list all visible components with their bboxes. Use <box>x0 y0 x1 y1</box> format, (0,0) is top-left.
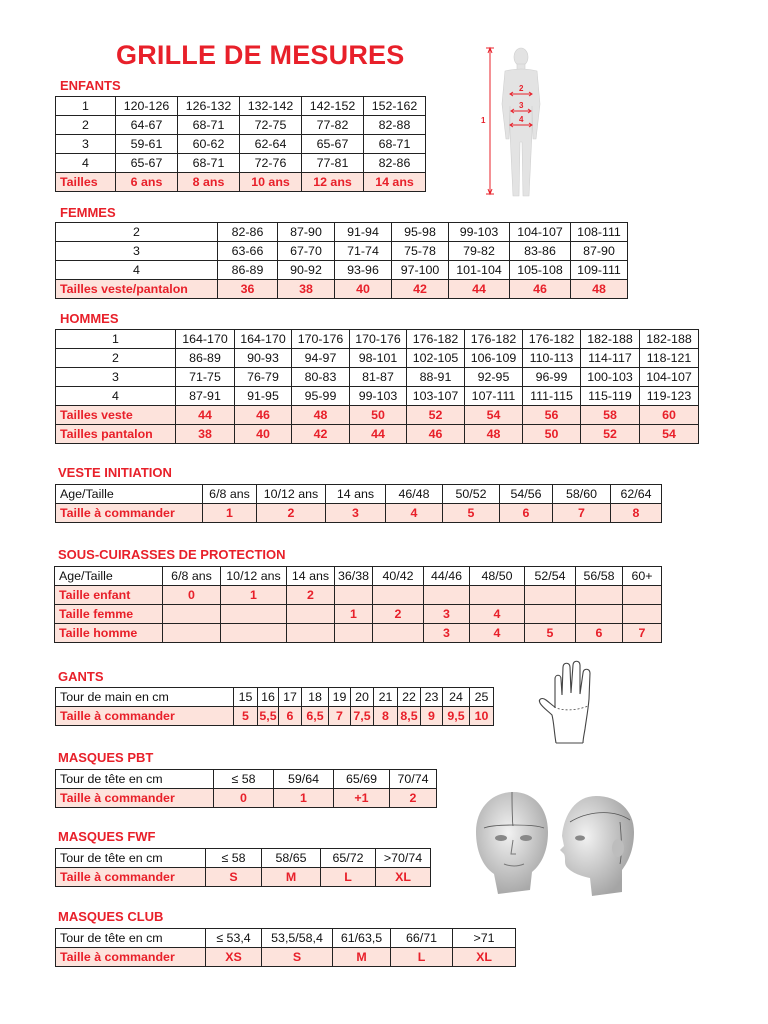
size-row <box>56 406 699 425</box>
table-cell: ≤ 58 <box>214 770 274 789</box>
head-side-illustration <box>556 792 644 900</box>
table-cell: 65/72 <box>321 849 376 868</box>
table-cell: L <box>391 948 453 967</box>
table-cell: 58/60 <box>553 485 611 504</box>
table-cell: 176-182 <box>407 330 465 349</box>
table-cell: 9 <box>421 707 443 726</box>
size-row <box>55 624 662 643</box>
measurement-row <box>56 485 662 504</box>
table-cell: 54 <box>465 406 523 425</box>
table-cell: 97-100 <box>392 261 449 280</box>
table-cell: 72-75 <box>240 116 302 135</box>
table-cell: 10/12 ans <box>257 485 326 504</box>
table-cell: 77-82 <box>302 116 364 135</box>
table-cell: 98-101 <box>350 349 407 368</box>
table-cell: +1 <box>334 789 390 808</box>
table-cell: XL <box>376 868 431 887</box>
size-row <box>55 605 662 624</box>
table-cell: 65/69 <box>334 770 390 789</box>
table-cell: 52 <box>581 425 640 444</box>
table-cell: 42 <box>392 280 449 299</box>
row-label: Tour de tête en cm <box>56 849 206 868</box>
masques-fwf-table <box>55 848 431 887</box>
table-cell: 1 <box>203 504 257 523</box>
table-cell: 14 ans <box>326 485 386 504</box>
table-cell: 46 <box>510 280 571 299</box>
table-cell: 42 <box>292 425 350 444</box>
table-cell <box>221 605 287 624</box>
table-cell: 44 <box>449 280 510 299</box>
masques-club-table <box>55 928 516 967</box>
table-cell: 7,5 <box>351 707 374 726</box>
row-label: Age/Taille <box>56 485 203 504</box>
table-cell: 52/54 <box>525 567 576 586</box>
section-heading-masques-club: MASQUES CLUB <box>58 909 164 924</box>
table-cell: 7 <box>553 504 611 523</box>
section-heading-enfants: ENFANTS <box>60 78 121 93</box>
measurement-row <box>56 261 628 280</box>
table-cell: 19 <box>329 688 351 707</box>
hand-illustration <box>536 657 612 747</box>
table-cell: M <box>333 948 391 967</box>
row-label: Taille à commander <box>56 948 206 967</box>
table-cell: ≤ 53,4 <box>206 929 262 948</box>
table-cell: 176-182 <box>523 330 581 349</box>
table-cell: XL <box>453 948 516 967</box>
table-cell: 46 <box>235 406 292 425</box>
table-cell: 62/64 <box>611 485 662 504</box>
hommes-size-table <box>55 329 699 444</box>
table-cell: ≤ 58 <box>206 849 262 868</box>
table-cell: 96-99 <box>523 368 581 387</box>
table-cell: 65-67 <box>116 154 178 173</box>
table-cell: 114-117 <box>581 349 640 368</box>
table-cell: 60-62 <box>178 135 240 154</box>
table-cell: 110-113 <box>523 349 581 368</box>
table-cell: 2 <box>257 504 326 523</box>
size-row <box>56 948 516 967</box>
table-cell: 82-86 <box>364 154 426 173</box>
table-cell <box>525 586 576 605</box>
table-cell: 132-142 <box>240 97 302 116</box>
measurement-row <box>56 368 699 387</box>
row-label: Tailles veste/pantalon <box>56 280 218 299</box>
table-cell: 87-90 <box>278 223 335 242</box>
table-cell <box>576 586 623 605</box>
table-cell: 0 <box>214 789 274 808</box>
table-cell: 90-93 <box>235 349 292 368</box>
table-cell: 56/58 <box>576 567 623 586</box>
table-cell: 75-78 <box>392 242 449 261</box>
table-cell: 53,5/58,4 <box>262 929 333 948</box>
table-cell <box>335 624 373 643</box>
table-cell: 22 <box>398 688 421 707</box>
row-label: Tour de main en cm <box>56 688 234 707</box>
row-label: Taille à commander <box>56 707 234 726</box>
table-cell: 23 <box>421 688 443 707</box>
measurement-row <box>56 330 699 349</box>
table-cell <box>221 624 287 643</box>
measurement-row <box>55 567 662 586</box>
table-cell: 92-95 <box>465 368 523 387</box>
table-cell: 1 <box>221 586 287 605</box>
table-cell: 87-90 <box>571 242 628 261</box>
table-cell: 48 <box>292 406 350 425</box>
table-cell: 164-170 <box>235 330 292 349</box>
table-cell: 2 <box>373 605 424 624</box>
measurement-row <box>56 770 437 789</box>
table-cell <box>335 586 373 605</box>
table-cell: 58 <box>581 406 640 425</box>
section-heading-masques-fwf: MASQUES FWF <box>58 829 156 844</box>
table-cell: 4 <box>470 624 525 643</box>
table-cell: 40 <box>335 280 392 299</box>
table-cell <box>373 624 424 643</box>
table-cell: 12 ans <box>302 173 364 192</box>
table-cell: 3 <box>424 605 470 624</box>
body-measurement-figure <box>478 44 558 200</box>
table-cell: 54 <box>640 425 699 444</box>
measurement-row <box>56 154 426 173</box>
measurement-row <box>56 116 426 135</box>
femmes-size-table <box>55 222 628 299</box>
table-cell: 48 <box>465 425 523 444</box>
table-cell: 170-176 <box>292 330 350 349</box>
row-label: 3 <box>56 135 116 154</box>
table-cell: 64-67 <box>116 116 178 135</box>
table-cell: 1 <box>335 605 373 624</box>
table-cell <box>470 586 525 605</box>
table-cell: 6 ans <box>116 173 178 192</box>
table-cell: 6,5 <box>302 707 329 726</box>
table-cell: 25 <box>470 688 494 707</box>
table-cell: 5 <box>525 624 576 643</box>
table-cell: 54/56 <box>500 485 553 504</box>
table-cell: 152-162 <box>364 97 426 116</box>
table-cell: 182-188 <box>640 330 699 349</box>
table-cell: 7 <box>329 707 351 726</box>
table-cell: 5 <box>443 504 500 523</box>
table-cell: 94-97 <box>292 349 350 368</box>
table-cell: 90-92 <box>278 261 335 280</box>
table-cell: 120-126 <box>116 97 178 116</box>
measurement-row <box>56 135 426 154</box>
table-cell: 142-152 <box>302 97 364 116</box>
row-label: Taille homme <box>55 624 163 643</box>
table-cell: >71 <box>453 929 516 948</box>
table-cell: 81-87 <box>350 368 407 387</box>
table-cell: 71-75 <box>176 368 235 387</box>
size-row <box>56 707 494 726</box>
size-row <box>56 173 426 192</box>
table-cell: 50 <box>350 406 407 425</box>
figure-label-4: 4 <box>519 115 524 124</box>
table-cell <box>623 586 662 605</box>
row-label: Tour de tête en cm <box>56 929 206 948</box>
row-label: 2 <box>56 349 176 368</box>
table-cell: 68-71 <box>364 135 426 154</box>
table-cell <box>576 605 623 624</box>
table-cell: 62-64 <box>240 135 302 154</box>
row-label: Tailles pantalon <box>56 425 176 444</box>
table-cell: 9,5 <box>443 707 470 726</box>
size-row <box>56 789 437 808</box>
size-row <box>56 504 662 523</box>
table-cell: 6 <box>279 707 302 726</box>
table-cell: 59/64 <box>274 770 334 789</box>
table-cell: 50 <box>523 425 581 444</box>
table-cell: 70/74 <box>390 770 437 789</box>
table-cell: 86-89 <box>176 349 235 368</box>
table-cell: 106-109 <box>465 349 523 368</box>
table-cell: 104-107 <box>510 223 571 242</box>
row-label: 1 <box>56 330 176 349</box>
sous-cuirasses-table <box>54 566 662 643</box>
table-cell: 65-67 <box>302 135 364 154</box>
table-cell: 7 <box>623 624 662 643</box>
table-cell: 82-88 <box>364 116 426 135</box>
table-cell: 111-115 <box>523 387 581 406</box>
table-cell: 10/12 ans <box>221 567 287 586</box>
table-cell: 60 <box>640 406 699 425</box>
row-label: Tailles veste <box>56 406 176 425</box>
measurement-row <box>56 387 699 406</box>
table-cell: 18 <box>302 688 329 707</box>
table-cell: 176-182 <box>465 330 523 349</box>
table-cell: 109-111 <box>571 261 628 280</box>
table-cell: 20 <box>351 688 374 707</box>
row-label: Taille femme <box>55 605 163 624</box>
table-cell: 36 <box>218 280 278 299</box>
table-cell: 14 ans <box>287 567 335 586</box>
table-cell: 16 <box>258 688 279 707</box>
table-cell: 59-61 <box>116 135 178 154</box>
table-cell: L <box>321 868 376 887</box>
row-label: Tour de tête en cm <box>56 770 214 789</box>
table-cell: 8 ans <box>178 173 240 192</box>
table-cell: 119-123 <box>640 387 699 406</box>
table-cell: 56 <box>523 406 581 425</box>
table-cell: 0 <box>163 586 221 605</box>
table-cell: 99-103 <box>350 387 407 406</box>
table-cell: 170-176 <box>350 330 407 349</box>
table-cell <box>287 605 335 624</box>
table-cell: 71-74 <box>335 242 392 261</box>
section-heading-hommes: HOMMES <box>60 311 119 326</box>
section-heading-sous-cuirasses: SOUS-CUIRASSES DE PROTECTION <box>58 547 286 562</box>
table-cell: 79-82 <box>449 242 510 261</box>
table-cell: 46/48 <box>386 485 443 504</box>
table-cell: 48/50 <box>470 567 525 586</box>
table-cell <box>287 624 335 643</box>
table-cell: 3 <box>424 624 470 643</box>
table-cell: XS <box>206 948 262 967</box>
table-cell: 103-107 <box>407 387 465 406</box>
masques-pbt-table <box>55 769 437 808</box>
row-label: 4 <box>56 261 218 280</box>
measurement-row <box>56 688 494 707</box>
table-cell: 100-103 <box>581 368 640 387</box>
table-cell: >70/74 <box>376 849 431 868</box>
table-cell <box>163 624 221 643</box>
section-heading-masques-pbt: MASQUES PBT <box>58 750 154 765</box>
veste-initiation-table <box>55 484 662 523</box>
row-label: 2 <box>56 116 116 135</box>
section-heading-femmes: FEMMES <box>60 205 116 220</box>
table-cell: 3 <box>326 504 386 523</box>
table-cell: 38 <box>176 425 235 444</box>
table-cell: 77-81 <box>302 154 364 173</box>
table-cell: 58/65 <box>262 849 321 868</box>
table-cell: 14 ans <box>364 173 426 192</box>
table-cell: 6/8 ans <box>163 567 221 586</box>
enfants-size-table <box>55 96 426 192</box>
table-cell: 87-91 <box>176 387 235 406</box>
figure-label-2: 2 <box>519 84 524 93</box>
table-cell: 1 <box>274 789 334 808</box>
table-cell: 102-105 <box>407 349 465 368</box>
table-cell <box>623 605 662 624</box>
row-label: 3 <box>56 242 218 261</box>
gants-table <box>55 687 494 726</box>
table-cell: 17 <box>279 688 302 707</box>
table-cell: 86-89 <box>218 261 278 280</box>
table-cell: 115-119 <box>581 387 640 406</box>
row-label: 2 <box>56 223 218 242</box>
row-label: Age/Taille <box>55 567 163 586</box>
table-cell: 52 <box>407 406 465 425</box>
measurement-row <box>56 349 699 368</box>
table-cell: 182-188 <box>581 330 640 349</box>
table-cell: 50/52 <box>443 485 500 504</box>
size-row <box>56 425 699 444</box>
size-row <box>56 868 431 887</box>
table-cell: 6/8 ans <box>203 485 257 504</box>
row-label: Tailles <box>56 173 116 192</box>
table-cell: 99-103 <box>449 223 510 242</box>
table-cell: 126-132 <box>178 97 240 116</box>
table-cell: M <box>262 868 321 887</box>
measurement-row <box>56 929 516 948</box>
table-cell: 104-107 <box>640 368 699 387</box>
table-cell: 68-71 <box>178 116 240 135</box>
table-cell: 93-96 <box>335 261 392 280</box>
measurement-row <box>56 223 628 242</box>
table-cell: 2 <box>287 586 335 605</box>
measurement-row <box>56 97 426 116</box>
table-cell <box>424 586 470 605</box>
table-cell: 21 <box>374 688 398 707</box>
table-cell: 44/46 <box>424 567 470 586</box>
table-cell: 10 <box>470 707 494 726</box>
table-cell: 8 <box>374 707 398 726</box>
table-cell <box>163 605 221 624</box>
table-cell: 101-104 <box>449 261 510 280</box>
table-cell: 91-94 <box>335 223 392 242</box>
page-title: GRILLE DE MESURES <box>116 40 405 70</box>
table-cell: 108-111 <box>571 223 628 242</box>
table-cell: 105-108 <box>510 261 571 280</box>
table-cell: 95-99 <box>292 387 350 406</box>
table-cell: 44 <box>350 425 407 444</box>
table-cell: 8 <box>611 504 662 523</box>
table-cell: 5 <box>234 707 258 726</box>
figure-label-1: 1 <box>481 116 486 125</box>
measurement-row <box>56 849 431 868</box>
table-cell: 76-79 <box>235 368 292 387</box>
table-cell: 4 <box>470 605 525 624</box>
measurement-row <box>56 242 628 261</box>
table-cell: 48 <box>571 280 628 299</box>
table-cell: 91-95 <box>235 387 292 406</box>
size-row <box>56 280 628 299</box>
section-heading-veste-initiation: VESTE INITIATION <box>58 465 172 480</box>
table-cell: 63-66 <box>218 242 278 261</box>
table-cell: 10 ans <box>240 173 302 192</box>
table-cell: 15 <box>234 688 258 707</box>
table-cell: 60+ <box>623 567 662 586</box>
figure-label-3: 3 <box>519 101 524 110</box>
table-cell: 80-83 <box>292 368 350 387</box>
table-cell: 44 <box>176 406 235 425</box>
table-cell: 24 <box>443 688 470 707</box>
table-cell: 67-70 <box>278 242 335 261</box>
row-label: 3 <box>56 368 176 387</box>
table-cell: 40/42 <box>373 567 424 586</box>
table-cell: 36/38 <box>335 567 373 586</box>
row-label: 4 <box>56 387 176 406</box>
size-row <box>55 586 662 605</box>
table-cell: 82-86 <box>218 223 278 242</box>
table-cell: 5,5 <box>258 707 279 726</box>
table-cell: 40 <box>235 425 292 444</box>
row-label: 1 <box>56 97 116 116</box>
table-cell: 38 <box>278 280 335 299</box>
table-cell: 88-91 <box>407 368 465 387</box>
table-cell: 68-71 <box>178 154 240 173</box>
section-heading-gants: GANTS <box>58 669 104 684</box>
row-label: Taille à commander <box>56 868 206 887</box>
table-cell: 6 <box>500 504 553 523</box>
table-cell: 83-86 <box>510 242 571 261</box>
table-cell <box>525 605 576 624</box>
table-cell: 95-98 <box>392 223 449 242</box>
head-front-illustration <box>468 788 558 900</box>
table-cell: 118-121 <box>640 349 699 368</box>
row-label: Taille à commander <box>56 789 214 808</box>
table-cell: S <box>262 948 333 967</box>
table-cell: 8,5 <box>398 707 421 726</box>
table-cell: 2 <box>390 789 437 808</box>
table-cell <box>373 586 424 605</box>
table-cell: 46 <box>407 425 465 444</box>
table-cell: 72-76 <box>240 154 302 173</box>
row-label: 4 <box>56 154 116 173</box>
table-cell: 61/63,5 <box>333 929 391 948</box>
table-cell: 66/71 <box>391 929 453 948</box>
table-cell: 4 <box>386 504 443 523</box>
table-cell: 107-111 <box>465 387 523 406</box>
table-cell: 164-170 <box>176 330 235 349</box>
row-label: Taille à commander <box>56 504 203 523</box>
table-cell: S <box>206 868 262 887</box>
table-cell: 6 <box>576 624 623 643</box>
row-label: Taille enfant <box>55 586 163 605</box>
